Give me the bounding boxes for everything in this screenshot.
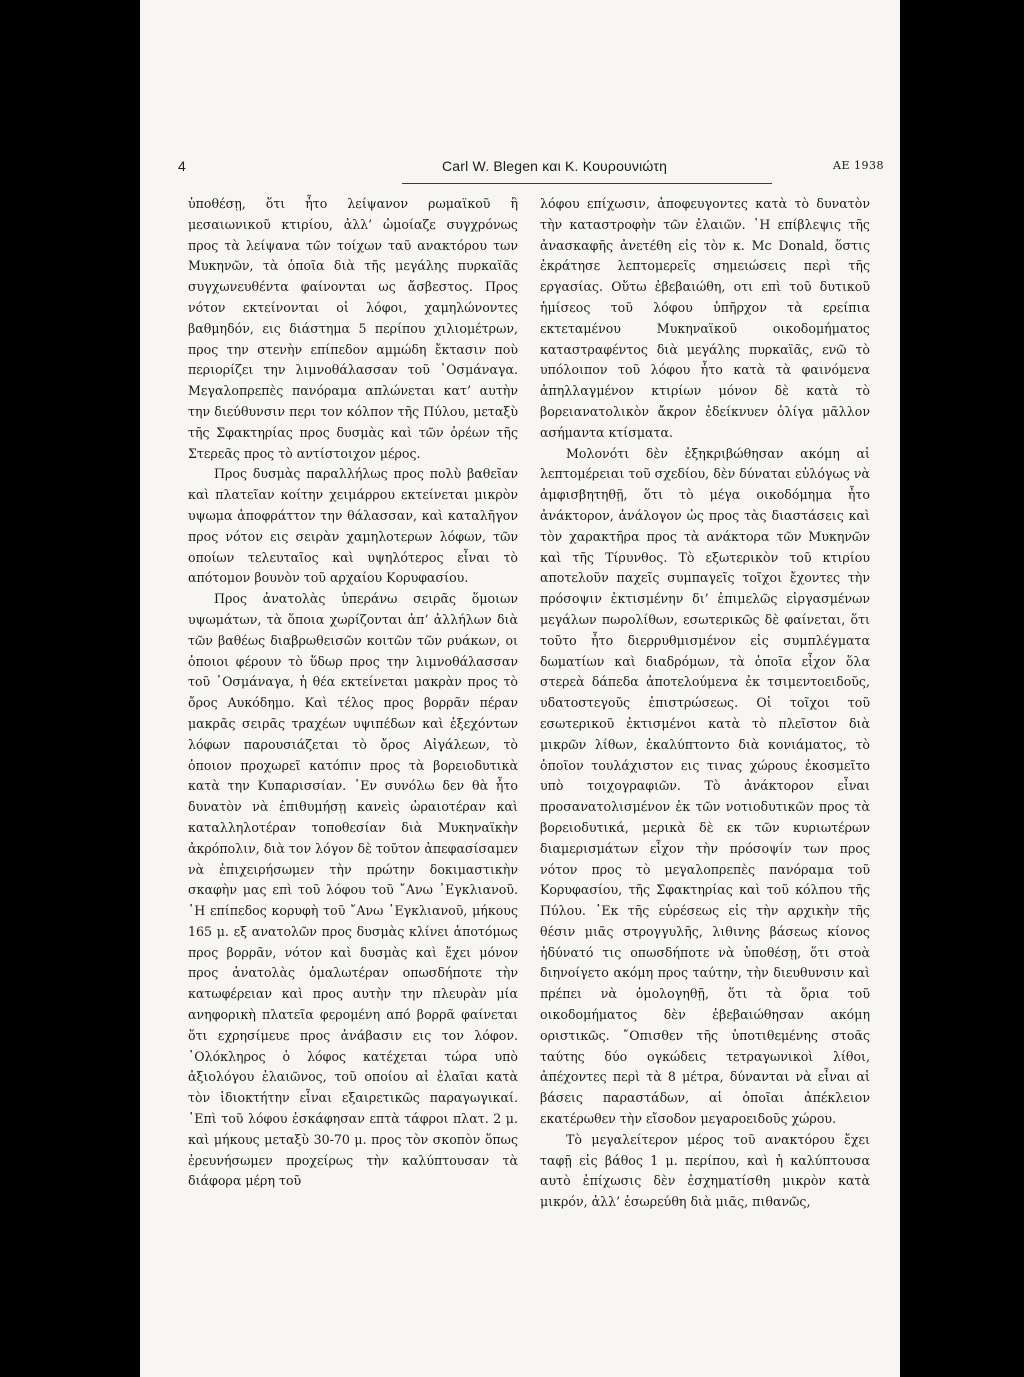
page-number: 4 [178, 158, 186, 174]
paragraph: Προς ἀνατολὰς ὑπεράνω σειρᾶς ὅμοιων υψωμάτων, τὰ ὅποια χωρίζονται ἀπ’ ἀλλήλων διὰ τῶν βαθέως διαβρωθεισῶν κοιτῶν τῶν ρυάκων, οι ὁποιοι φέρουν τὸ ὕδωρ προς την λιμνοθάλασσαν τοῦ ᾿Οσμάναγα, ἡ θέα εκτείνεται μακρὰν προς τὸ ὄρος Αυκόδημο. Καὶ τέλος προς βορρᾶν πέραν μακρᾶς σειρᾶς τραχέων υψιπέδων καὶ ἐξεχόντων λόφων παρουσιάζεται τὸ ὄρος Αἰγάλεων, τὸ ὁποιον προχωρεῖ κατόπιν προς τὰ βορειοδυτικὰ κατὰ την Κυπαρισσίαν. ᾿Εν συνόλω δεν θὰ ἦτο δυνατὸν νὰ ἐπιθυμήσῃ κανεὶς ὡραιοτέραν καὶ καταλληλοτέραν τοποθεσίαν διὰ Μυκηναϊκὴν ἀκρόπολιν, διὰ τον λόγον δὲ τοῦτον ἀπεφασίσαμεν νὰ ἐπιχειρήσωμεν τὴν πρώτην δοκιμαστικὴν σκαφὴν μας επὶ τοῦ λόφου τοῦ ῎Ανω ᾿Εγκλιανοῦ. ῾Η επίπεδος κορυφὴ τοῦ ῎Ανω ᾿Εγκλιανοῦ, μήκους 165 μ. εξ ανατολῶν προς δυσμὰς κλίνει ἀποτόμως προς βορρᾶν, νότον καὶ δυσμὰς καὶ ἔχει μόνον προς ἀνατολὰς ὁμαλωτέραν οπωσδήποτε τὴν κατωφέρειαν καὶ προς αυτὴν την πλευρὰν μία ανηφορικὴ πλατεῖα φερομένη από βορρᾶ φαίνεται ὅτι εχρησίμευε προς ἀνάβασιν εις τον λόφον. ῾Ολόκληρος ὁ λόφος κατέχεται τώρα υπὸ ἀξιολόγου ἐλαιῶνος, τοῦ οποίου αἱ ἐλαῖαι κατὰ τὸν ἰδιοκτήτην εἶναι εξαιρετικῶς παραγωγικαί. ᾿Επὶ τοῦ λόφου ἐσκάφησαν επτὰ τάφροι πλατ. 2 μ. καὶ μήκους μεταξὺ 30-70 μ. προς τὸν σκοπὸν ὅπως ἐρευνήσωμεν προχείρως τὴν καλύπτουσαν τὰ διάφορα μέρη τοῦ [188, 591, 518, 1189]
left-text-column [188, 194, 518, 1192]
running-header [178, 154, 884, 178]
right-text-column [540, 194, 870, 1213]
running-header-authors: Carl W. Blegen και Κ. Κουρουνιώτη [442, 158, 668, 174]
paragraph: ὑποθέσῃ, ὅτι ἦτο λείψανον ρωμαϊκοῦ ἢ μεσαιωνικοῦ κτιρίου, ἀλλ’ ὡμοίαζε συγχρόνως προς τὰ λείψανα τῶν τοίχων ταῦ ανακτόρου των Μυκηνῶν, τὰ ὁποῖα διὰ τῆς μεγάλης πυρκαϊᾶς συγχωνευθέντα φαίνονται ως ἄσβεστος. Προς νότον εκτείνονται οἱ λόφοι, χαμηλώνοντες βαθμηδόν, εις διάστημα 5 περίπου χιλιομέτρων, προς την στενὴν επίπεδον αμμώδη ἔκτασιν ποὺ περιορίζει την λιμνοθάλασσαν τοῦ ᾿Οσμάναγα. Μεγαλοπρεπὲς πανόραμα απλώνεται κατ’ αυτὴν την διεύθυνσιν περι τον κόλπον τῆς Πύλου, μεταξὺ τῆς Σφακτηρίας προς δυσμὰς καὶ τῶν ὀρέων τῆς Στερεᾶς προς τὸ αντίστοιχον μέρος. [188, 196, 518, 461]
paragraph: Τὸ μεγαλείτερον μέρος τοῦ ανακτόρου ἔχει ταφῇ εἰς βάθος 1 μ. περίπου, καὶ ἡ καλύπτουσα αυτὸ ἐπίχωσις δὲν ἐσχηματίσθη μικρὸν κατὰ μικρόν, ἀλλ’ ἐσωρεύθη διὰ μιᾶς, πιθανῶς, [540, 1131, 870, 1210]
header-rule [402, 183, 772, 184]
paragraph: Προς δυσμὰς παραλλήλως προς πολὺ βαθεῖαν καὶ πλατεῖαν κοίτην χειμάρρου εκτείνεται μικρὸν υψωμα ἀποφράττον την θάλασσαν, καὶ καταλῆγον προς νότον εις σειρὰν χαμηλοτερων λόφων, τῶν οποίων τελευταῖος καὶ υψηλότερος εἶναι τὸ απότομον βουνὸν τοῦ αρχαίου Κορυφασίου. [188, 466, 518, 586]
document-page [140, 0, 900, 1377]
journal-reference: ΑΕ 1938 [833, 159, 884, 172]
paragraph: λόφου επίχωσιν, ἀποφευγοντες κατὰ τὸ δυνατὸν τὴν καταστροφὴν τῶν ἐλαιῶν. ῾Η επίβλεψις τῆς ἀνασκαφῆς ἀνετέθη εἰς τὸν κ. Mc Donald, ὅστις ἐκράτησε λεπτομερεῖς σημειώσεις περὶ τῆς εργασίας. Οὕτω ἐβεβαιώθη, οτι επὶ τοῦ δυτικοῦ ἡμίσεος τοῦ λόφου ὑπῆρχον τὰ ερείπια εκτεταμένου Μυκηναϊκοῦ οικοδομήματος καταστραφέντος διὰ μεγάλης πυρκαϊᾶς, ενῶ τὸ υπόλοιπον τοῦ λόφου ἦτο κατὰ τὰ φαινόμενα ἀπηλλαγμένον κτιρίων μόνον δὲ κατὰ τὸ βορειανατολικὸν ἄκρον ἐδείκνυεν ὀλίγα μᾶλλον ασήμαντα κτίσματα. [540, 196, 870, 440]
paragraph: Μολονότι δὲν ἐξηκριβώθησαν ακόμη αἱ λεπτομέρειαι τοῦ σχεδίου, δὲν δύναται εὐλόγως νὰ ἀμφισβητηθῇ, ὅτι τὸ μέγα οικοδόμημα ἦτο ἀνάκτορον, ἀνάλογον ὡς προς τὰς διαστάσεις καὶ τὸν χαρακτῆρα προς τὰ ανάκτορα τῶν Μυκηνῶν καὶ τῆς Τίρυνθος. Τὸ εξωτερικὸν τοῦ κτιρίου αποτελοῦν παχεῖς συμπαγεῖς τοῖχοι ἔχοντες τὴν πρόσοψιν ἐκτισμένην δι’ ἐπιμελῶς εἰργασμένων μεγάλων πωρολίθων, εσωτερικῶς δὲ φαίνεται, ὅτι τοῦτο ἦτο διερρυθμισμένον εἰς συμπλέγματα δωματίων καὶ διαδρόμων, τὰ ὁποῖα εἶχον ὅλα στερεὰ δάπεδα ἀποτελούμενα ἐκ τσιμεντοειδοῦς, υδατοστεγοῦς ἐπιστρώσεως. Οἱ τοῖχοι τοῦ εσωτερικοῦ ἐκτισμένοι κατὰ τὸ πλεῖστον διὰ μικρῶν λίθων, ἐκαλύπτοντο διὰ κονιάματος, τὸ ὁποῖον τουλάχιστον εις τινας χώρους ἐκοσμεῖτο υπὸ τοιχογραφιῶν. Τὸ ἀνάκτορον εἶναι προσανατολισμένον ἐκ τῶν νοτιοδυτικῶν προς τὰ βορειοδυτικά, μερικὰ δὲ εκ τῶν κυριωτέρων διαμερισμάτων εἶχον τὴν πρόσοψίν των προς νότον προς τὸ μεγαλοπρεπὲς πανόραμα τοῦ Κορυφασίου, τῆς Σφακτηρίας καὶ τοῦ κόλπου τῆς Πύλου. ᾿Εκ τῆς εὑρέσεως εἰς τὴν αρχικὴν τῆς θέσιν μιᾶς στρογγυλῆς, λιθινης βάσεως κίονος ἠδύνατό τις οπωσδήποτε νὰ ὑποθέσῃ, ὅτι στοὰ διηνοίγετο ακόμη προς ταύτην, τὴν διευθυνσιν καὶ πρέπει νὰ ὁμολογηθῇ, ὅτι τὰ ὅρια τοῦ οικοδομήματος δὲν ἐβεβαιώθησαν ακόμη οριστικῶς. ῎Οπισθεν τῆς ὑποτιθεμένης στοᾶς ταύτης δύο ογκώδεις τετραγωνικοὶ λίθοι, ἀπέχοντες περὶ τὰ 8 μέτρα, δύνανται νὰ εἶναι αἱ βάσεις παραστάδων, αἱ ὁποῖαι ἀπέκλειον εκατέρωθεν τὴν εἴσοδον μεγαροειδοῦς χώρου. [540, 445, 870, 1127]
